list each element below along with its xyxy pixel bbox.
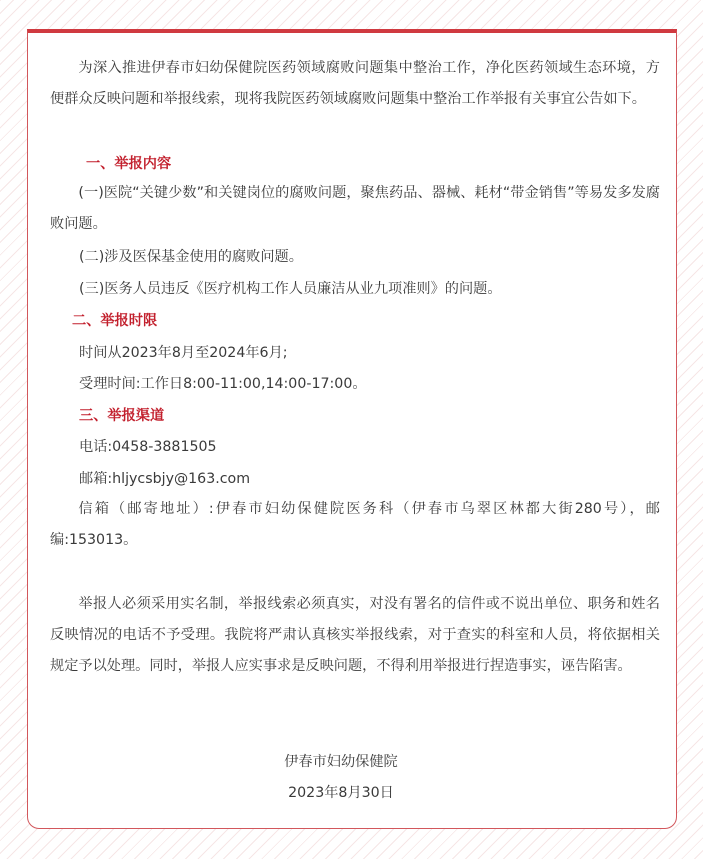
- section-heading-channels: 三、举报渠道: [79, 408, 165, 424]
- contact-mailbox: 信箱（邮寄地址）:伊春市妇幼保健院医务科（伊春市乌翠区林都大街280号），邮编:153013。: [50, 501, 660, 548]
- contact-email: 邮箱:hljycsbjy@163.com: [79, 471, 251, 487]
- content-item-3: (三)医务人员违反《医疗机构工作人员廉洁从业九项准则》的问题。: [79, 281, 502, 297]
- notice-date: 2023年8月30日: [288, 785, 394, 801]
- closing-paragraph: 举报人必须采用实名制，举报线索必须真实，对没有署名的信件或不说出单位、职务和姓名反映情况的电话不予受理。我院将严肃认真核实举报线索，对于查实的科室和人员，将依据相关规定予以处理。同时，举报人应实事求是反映问题，不得利用举报进行捏造事实，诬告陷害。: [50, 596, 660, 674]
- content-item-1: (一)医院“关键少数”和关键岗位的腐败问题，聚焦药品、器械、耗材“带金销售”等易发多发腐败问题。: [50, 185, 660, 232]
- notice-card: [27, 29, 677, 829]
- office-hours: 受理时间:工作日8:00-11:00,14:00-17:00。: [79, 376, 367, 392]
- content-item-2: (二)涉及医保基金使用的腐败问题。: [79, 249, 303, 265]
- signature: 伊春市妇幼保健院: [284, 754, 398, 770]
- contact-phone: 电话:0458-3881505: [79, 439, 217, 455]
- section-heading-content: 一、举报内容: [86, 156, 172, 172]
- notice-content: [28, 33, 676, 828]
- time-period: 时间从2023年8月至2024年6月;: [79, 345, 288, 361]
- section-heading-time: 二、举报时限: [72, 313, 158, 329]
- intro-paragraph: 为深入推进伊春市妇幼保健院医药领域腐败问题集中整治工作，净化医药领域生态环境，方便群众反映问题和举报线索，现将我院医药领域腐败问题集中整治工作举报有关事宜公告如下。: [50, 60, 660, 107]
